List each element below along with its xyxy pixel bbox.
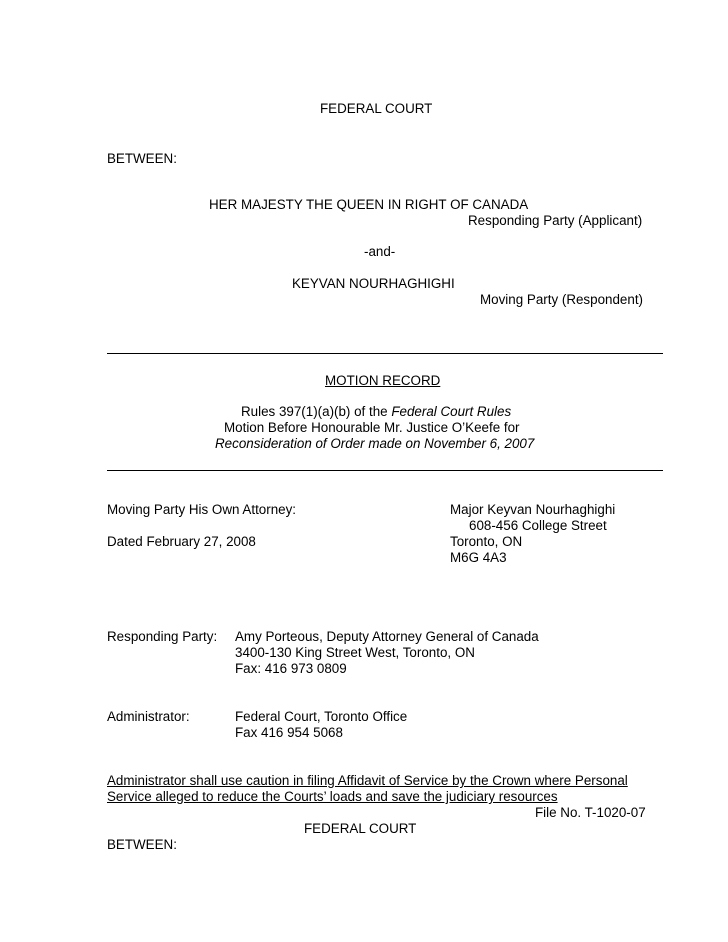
applicant-name: HER MAJESTY THE QUEEN IN RIGHT OF CANADA xyxy=(209,197,529,212)
moving-party-label: Moving Party His Own Attorney: xyxy=(107,502,297,517)
file-number: File No. T-1020-07 xyxy=(535,805,646,820)
responding-party-label: Responding Party: xyxy=(107,629,218,644)
motion-line: Motion Before Honourable Mr. Justice O’Keefe for xyxy=(224,420,520,435)
administrator-name: Federal Court, Toronto Office xyxy=(235,709,408,724)
administrator-fax: Fax 416 954 5068 xyxy=(235,725,343,740)
applicant-role: Responding Party (Applicant) xyxy=(468,213,643,228)
divider-top xyxy=(107,353,663,354)
moving-party-postal: M6G 4A3 xyxy=(450,550,507,565)
respondent-name: KEYVAN NOURHAGHIGHI xyxy=(292,276,455,291)
between-label: BETWEEN: xyxy=(107,151,177,166)
and-separator: -and- xyxy=(364,244,396,259)
reconsideration-line xyxy=(215,436,534,452)
dated-line: Dated February 27, 2008 xyxy=(107,534,256,549)
moving-party-city: Toronto, ON xyxy=(450,534,523,549)
moving-party-street: 608-456 College Street xyxy=(469,518,607,533)
caution-line-2: Service alleged to reduce the Courts’ loads and save the judiciary resources xyxy=(107,789,558,804)
divider-bottom xyxy=(107,470,663,471)
rules-prefix: Rules 397(1)(a)(b) of the xyxy=(241,404,392,419)
responding-party-fax: Fax: 416 973 0809 xyxy=(235,661,347,676)
court-heading-2: FEDERAL COURT xyxy=(304,821,417,836)
court-heading: FEDERAL COURT xyxy=(320,101,433,116)
administrator-label: Administrator: xyxy=(107,709,190,724)
reconsideration-italic: Reconsideration of Order made on November 6, 2007 xyxy=(215,436,535,451)
rules-line xyxy=(241,404,511,420)
record-title: MOTION RECORD xyxy=(325,373,441,388)
responding-party-name: Amy Porteous, Deputy Attorney General of Canada xyxy=(235,629,539,644)
responding-party-address: 3400-130 King Street West, Toronto, ON xyxy=(235,645,475,660)
respondent-role: Moving Party (Respondent) xyxy=(480,292,643,307)
between-label-2: BETWEEN: xyxy=(107,837,177,852)
caution-line-1: Administrator shall use caution in filing Affidavit of Service by the Crown where Personal xyxy=(107,773,628,788)
moving-party-name: Major Keyvan Nourhaghighi xyxy=(450,502,616,517)
rules-italic: Federal Court Rules xyxy=(391,404,512,419)
